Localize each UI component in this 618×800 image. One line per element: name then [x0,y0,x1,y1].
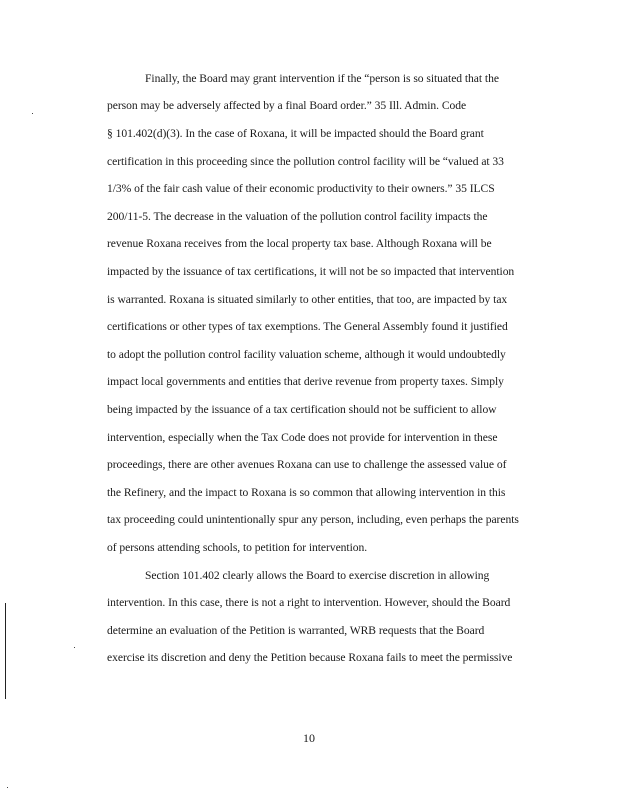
paragraph-line: certification in this proceeding since the pollution control facility will be “valued at 33 [107,155,504,168]
paragraph-line: certifications or other types of tax exemptions. The General Assembly found it justified [107,320,508,333]
paragraph-line: intervention, especially when the Tax Code does not provide for intervention in these [107,431,498,444]
paragraph-line: impacted by the issuance of tax certifications, it will not be so impacted that intervention [107,265,515,278]
paragraph-line: determine an evaluation of the Petition is warranted, WRB requests that the Board [107,624,485,637]
paragraph-line: of persons attending schools, to petition for intervention. [107,541,368,554]
paragraph-line: exercise its discretion and deny the Petition because Roxana fails to meet the permissive [107,651,513,664]
paragraph-line: being impacted by the issuance of a tax certification should not be sufficient to allow [107,403,497,416]
paragraph-line: § 101.402(d)(3). In the case of Roxana, it will be impacted should the Board grant [107,127,484,140]
paragraph-line: person may be adversely affected by a final Board order.” 35 Ill. Admin. Code [107,99,467,112]
paragraph-line: Finally, the Board may grant intervention if the “person is so situated that the [145,72,499,85]
paragraph-line: to adopt the pollution control facility valuation scheme, although it would undoubtedly [107,348,506,361]
paragraph-line: 200/11-5. The decrease in the valuation of the pollution control facility impacts the [107,210,488,223]
scan-speck [74,647,75,648]
paragraph-line: revenue Roxana receives from the local property tax base. Although Roxana will be [107,237,492,250]
scan-speck [32,113,33,114]
paragraph-line: tax proceeding could unintentionally spur any person, including, even perhaps the parents [107,513,519,526]
scan-speck [7,787,8,788]
paragraph-line: is warranted. Roxana is situated similarly to other entities, that too, are impacted by tax [107,293,508,306]
paragraph-line: 1/3% of the fair cash value of their economic productivity to their owners.” 35 ILCS [107,182,495,195]
paragraph-line: the Refinery, and the impact to Roxana is so common that allowing intervention in this [107,486,506,499]
paragraph-line: intervention. In this case, there is not a right to intervention. However, should the Board [107,596,511,609]
paragraph-line: Section 101.402 clearly allows the Board to exercise discretion in allowing [145,569,490,582]
scan-margin-mark [5,603,6,699]
paragraph-line: proceedings, there are other avenues Roxana can use to challenge the assessed value of [107,458,507,471]
paragraph-line: impact local governments and entities that derive revenue from property taxes. Simply [107,375,504,388]
page-number: 10 [303,731,315,745]
